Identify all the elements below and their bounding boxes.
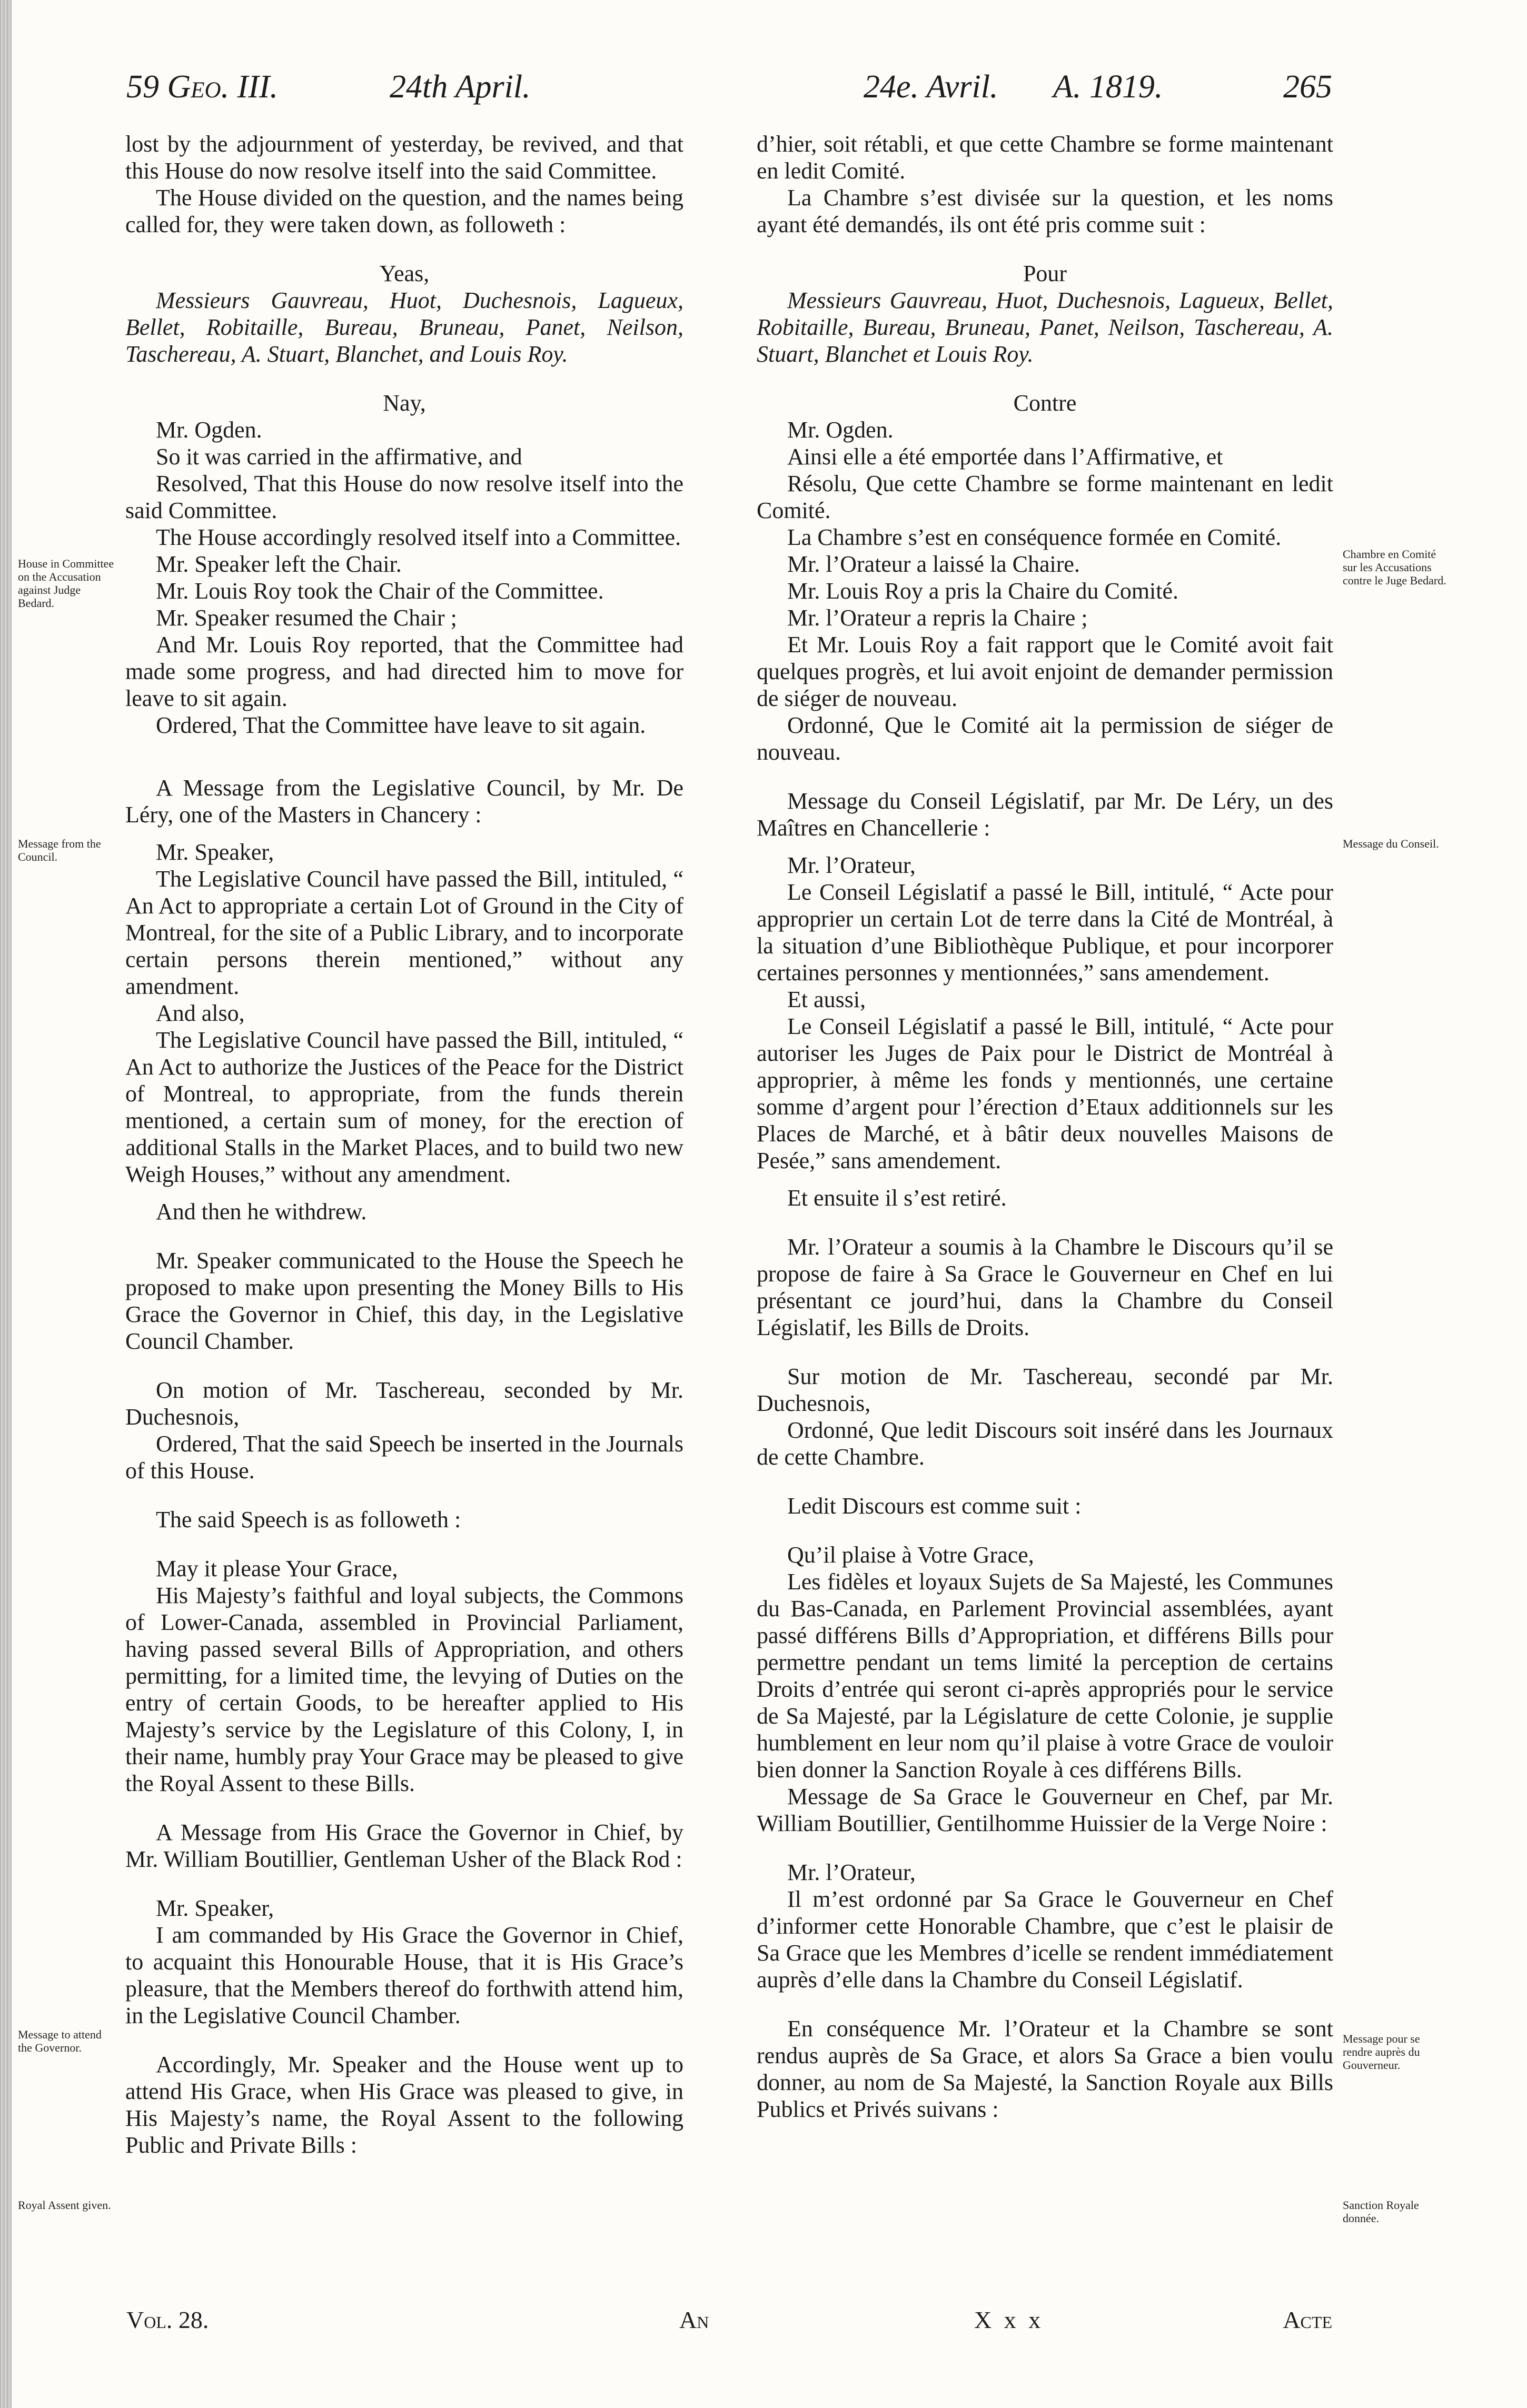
paragraph: Résolu, Que cette Chambre se forme maintenant en ledit Comité.	[757, 471, 1333, 523]
yeas-heading: Pour	[1023, 261, 1067, 286]
paragraph: Le Conseil Législatif a passé le Bill, intitulé, “ Acte pour autoriser les Juges de Paix pour le District de Montréal à approprier, à même les fonds y mentionnés, une certaine somme d’argent pour l’érection d’Etaux additionnels sur les Places de Marché, et à bâtir deux nouvelles Maisons de Pesée,” sans amendement.	[757, 1013, 1333, 1173]
paragraph: Mr. l’Orateur,	[787, 1859, 916, 1885]
yeas-names: Messieurs Gauvreau, Huot, Duchesnois, Lagueux, Bellet, Robitaille, Bureau, Bruneau, Panet, Neilson, Taschereau, A. Stuart, Blanchet et Louis Roy.	[757, 287, 1333, 367]
paragraph: A Message from His Grace the Governor in Chief, by Mr. William Boutillier, Gentleman Usher of the Black Rod :	[125, 1819, 683, 1872]
margin-note-message-conseil: Message du Conseil.	[1343, 837, 1439, 850]
paragraph: Ordonné, Que ledit Discours soit inséré dans les Journaux de cette Chambre.	[757, 1417, 1333, 1470]
nay-names: Mr. Ogden.	[156, 417, 262, 443]
paragraph: May it please Your Grace,	[156, 1556, 398, 1581]
catchword-french: Acte	[1283, 2306, 1332, 2333]
paragraph: Ordered, That the Committee have leave to sit again.	[156, 712, 646, 738]
paragraph: The House divided on the question, and the names being called for, they were taken down, as followeth :	[125, 185, 683, 237]
paragraph: And Mr. Louis Roy reported, that the Committee had made some progress, and had directed him to move for leave to sit again.	[125, 632, 683, 711]
nay-heading: Contre	[1013, 390, 1077, 416]
running-header	[126, 68, 1332, 111]
margin-note-sanction: Sanction Royale donnée.	[1343, 2198, 1419, 2225]
paragraph: Mr. Speaker,	[156, 1895, 274, 1921]
paragraph: And also,	[156, 1000, 245, 1026]
paragraph: Sur motion de Mr. Taschereau, secondé par Mr. Duchesnois,	[757, 1364, 1333, 1416]
margin-note-comite: Chambre en Comité sur les Accusations contre le Juge Bedard.	[1343, 548, 1446, 587]
signature-mark: X x x	[974, 2306, 1044, 2333]
paragraph: Accordingly, Mr. Speaker and the House went up to attend His Grace, when His Grace was pleased to give, in His Majesty’s name, the Royal Assent to the following Public and Private Bills :	[125, 2052, 683, 2158]
paragraph: Ledit Discours est comme suit :	[787, 1493, 1082, 1519]
paragraph: Mr. Speaker communicated to the House the Speech he proposed to make upon presenting the Money Bills to His Grace the Governor in Chief, this day, in the Legislative Council Chamber.	[125, 1248, 683, 1354]
page-footer	[126, 2306, 1332, 2337]
paragraph: Et aussi,	[787, 987, 866, 1012]
paragraph: The Legislative Council have passed the Bill, intituled, “ An Act to authorize the Justices of the Peace for the District of Montreal, to appropriate, from the funds therein mentioned, a certain sum of money, for the erection of additional Stalls in the Market Places, and to build two new Weigh Houses,” without any amendment.	[125, 1027, 683, 1187]
paragraph: And then he withdrew.	[156, 1199, 367, 1225]
paragraph: Mr. l’Orateur a soumis à la Chambre le Discours qu’il se propose de faire à Sa Grace le Gouverneur en Chef en lui présentant ce jourd’hui, dans la Chambre du Conseil Législatif, les Bills de Droits.	[757, 1234, 1333, 1340]
paragraph: So it was carried in the affirmative, and	[156, 444, 522, 470]
margin-note-attend-governor: Message to attend the Governor.	[18, 2028, 102, 2054]
binding-edge	[0, 0, 12, 2408]
volume-number: Vol. 28.	[126, 2306, 209, 2333]
paragraph: Les fidèles et loyaux Sujets de Sa Majesté, les Communes du Bas-Canada, en Parlement Provincial assemblées, ayant passé différens Bills d’Appropriation, et différens Bills pour permettre pendant un tems limité la perception de certains Droits d’entrée qui seront ci-après appropriés pour le service de Sa Majesté, par la Législature de cette Colonie, je supplie humblement en leur nom qu’il plaise à votre Grace de vouloir bien donner la Sanction Royale à ces différens Bills.	[757, 1569, 1333, 1783]
paragraph: En conséquence Mr. l’Orateur et la Chambre se sont rendus auprès de Sa Grace, et alors Sa Grace a bien voulu donner, au nom de Sa Majesté, la Sanction Royale aux Bills Publics et Privés suivans :	[757, 2016, 1333, 2122]
paragraph: Ordered, That the said Speech be inserted in the Journals of this House.	[125, 1431, 683, 1484]
paragraph: La Chambre s’est en conséquence formée en Comité.	[787, 524, 1282, 550]
paragraph: The said Speech is as followeth :	[156, 1507, 461, 1533]
paragraph: Ordonné, Que le Comité ait la permission de siéger de nouveau.	[757, 712, 1333, 765]
paragraph: lost by the adjournment of yesterday, be revived, and that this House do now resolve itself into the said Committee.	[125, 131, 683, 184]
paragraph: Le Conseil Législatif a passé le Bill, intitulé, “ Acte pour approprier un certain Lot de terre dans la Cité de Montréal, à la situation d’une Bibliothèque Publique, et pour incorporer certaines personnes y mentionnées,” sans amendement.	[757, 879, 1333, 986]
year: A. 1819.	[1053, 69, 1163, 105]
paragraph: Mr. Speaker resumed the Chair ;	[156, 605, 457, 631]
page-number: 265	[1283, 69, 1332, 105]
paragraph: Ainsi elle a été emportée dans l’Affirmative, et	[787, 444, 1223, 470]
regnal-year: 59 Geo. III.	[126, 69, 279, 105]
paragraph: Mr. Louis Roy a pris la Chaire du Comité.	[787, 578, 1179, 604]
paragraph: On motion of Mr. Taschereau, seconded by Mr. Duchesnois,	[125, 1377, 683, 1430]
paragraph: His Majesty’s faithful and loyal subjects, the Commons of Lower-Canada, assembled in Provincial Parliament, having passed several Bills of Appropriation, and others permitting, for a limited time, the levying of Duties on the entry of certain Goods, to be hereafter applied to His Majesty’s service by the Legislature of this Colony, I, in their name, humbly pray Your Grace may be pleased to give the Royal Assent to these Bills.	[125, 1583, 683, 1796]
paragraph: Mr. Louis Roy took the Chair of the Committee.	[156, 578, 604, 604]
margin-note-message-council: Message from the Council.	[18, 837, 101, 863]
paragraph: Resolved, That this House do now resolve itself into the said Committee.	[125, 471, 683, 523]
nay-names: Mr. Ogden.	[787, 417, 894, 443]
paragraph: Mr. l’Orateur a repris la Chaire ;	[787, 605, 1088, 631]
paragraph: Message de Sa Grace le Gouverneur en Chef, par Mr. William Boutillier, Gentilhomme Huissier de la Verge Noire :	[757, 1784, 1333, 1836]
margin-note-committee: House in Committee on the Accusation against Judge Bedard.	[18, 557, 114, 610]
margin-note-gouverneur: Message pour se rendre auprès du Gouverneur.	[1343, 2032, 1420, 2072]
paragraph: d’hier, soit rétabli, et que cette Chambre se forme maintenant en ledit Comité.	[757, 131, 1333, 184]
paragraph: A Message from the Legislative Council, by Mr. De Léry, one of the Masters in Chancery :	[125, 775, 683, 828]
paragraph: Mr. Speaker left the Chair.	[156, 551, 402, 577]
date-english: 24th April.	[390, 69, 531, 105]
paragraph: Et Mr. Louis Roy a fait rapport que le Comité avoit fait quelques progrès, et lui avoit enjoint de demander permission de siéger de nouveau.	[757, 632, 1333, 711]
paragraph: The Legislative Council have passed the Bill, intituled, “ An Act to appropriate a certain Lot of Ground in the City of Montreal, for the site of a Public Library, and to incorporate certain persons therein mentioned,” without any amendment.	[125, 866, 683, 999]
english-column	[125, 131, 683, 2158]
paragraph: Et ensuite il s’est retiré.	[787, 1185, 1007, 1211]
french-column	[757, 131, 1333, 2123]
paragraph: Mr. Speaker,	[156, 839, 274, 865]
paragraph: The House accordingly resolved itself into a Committee.	[156, 524, 681, 550]
catchword-english: An	[679, 2306, 709, 2333]
date-french: 24e. Avril.	[864, 69, 998, 105]
paragraph: Message du Conseil Législatif, par Mr. De Léry, un des Maîtres en Chancellerie :	[757, 788, 1333, 841]
yeas-heading: Yeas,	[379, 261, 430, 286]
paragraph: Mr. l’Orateur a laissé la Chaire.	[787, 551, 1080, 577]
paragraph: Qu’il plaise à Votre Grace,	[787, 1542, 1034, 1568]
paragraph: La Chambre s’est divisée sur la question, et les noms ayant été demandés, ils ont été pris comme suit :	[757, 185, 1333, 237]
nay-heading: Nay,	[383, 390, 426, 416]
paragraph: I am commanded by His Grace the Governor in Chief, to acquaint this Honourable House, that it is His Grace’s pleasure, that the Members thereof do forthwith attend him, in the Legislative Council Chamber.	[125, 1922, 683, 2028]
yeas-names: Messieurs Gauvreau, Huot, Duchesnois, Lagueux, Bellet, Robitaille, Bureau, Bruneau, Panet, Neilson, Taschereau, A. Stuart, Blanchet, and Louis Roy.	[125, 287, 683, 367]
margin-note-royal-assent: Royal Assent given.	[18, 2198, 111, 2212]
paragraph: Il m’est ordonné par Sa Grace le Gouverneur en Chef d’informer cette Honorable Chambre, que c’est le plaisir de Sa Grace que les Membres d’icelle se rendent immédiatement auprès d’elle dans la Chambre du Conseil Législatif.	[757, 1886, 1333, 1993]
paragraph: Mr. l’Orateur,	[787, 852, 916, 878]
